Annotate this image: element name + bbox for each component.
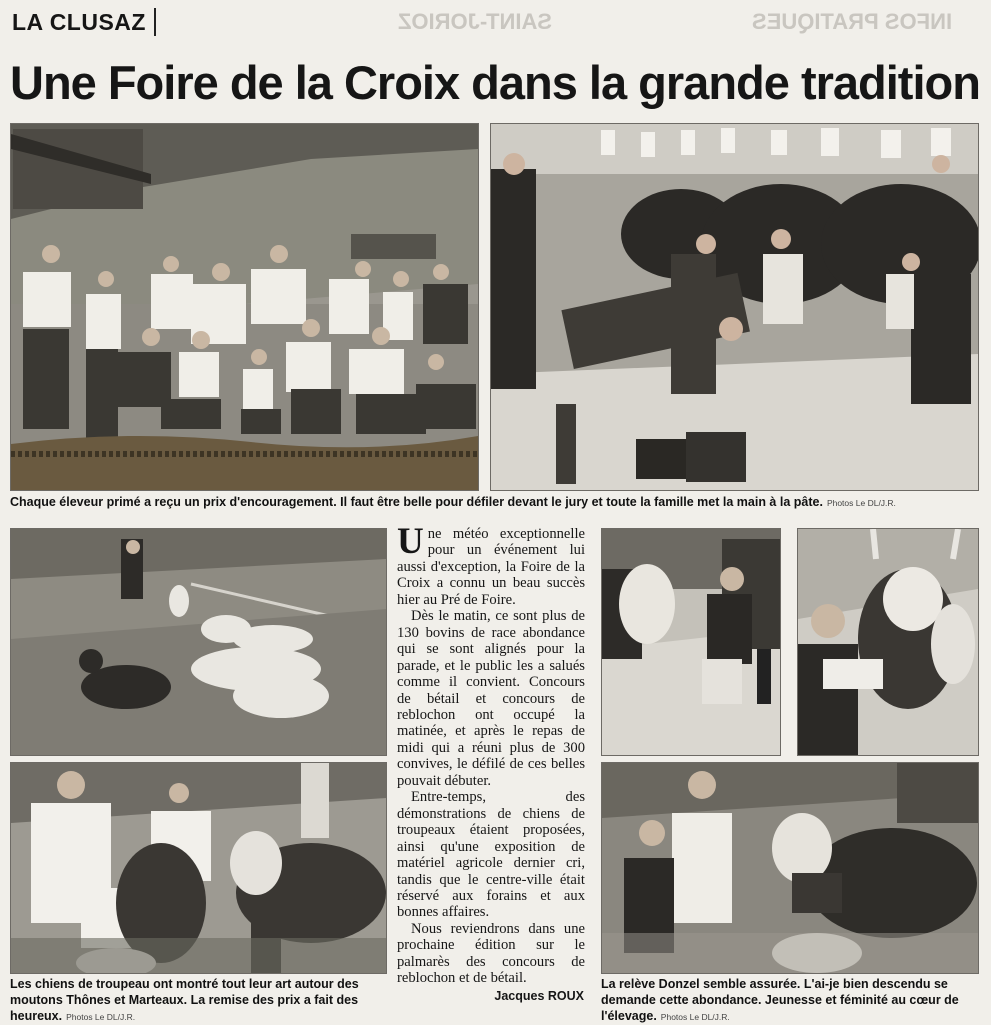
article-paragraph bbox=[397, 521, 585, 608]
grooming-photo bbox=[490, 123, 979, 491]
article-paragraph: Nous reviendrons dans une prochaine édition sur le palmarès des concours de reblochon et de bétail. bbox=[397, 920, 585, 987]
group-photo bbox=[10, 123, 479, 491]
boy-with-cow-photo-graphic bbox=[602, 529, 780, 755]
sheepdog-photo bbox=[10, 528, 387, 756]
girls-with-cow-photo-graphic bbox=[602, 763, 978, 973]
section-label: LA CLUSAZ bbox=[12, 8, 156, 36]
photo-credit: Photos Le DL/J.R. bbox=[66, 1012, 136, 1022]
caption-bottom-left bbox=[10, 976, 388, 1025]
author-byline: Jacques ROUX bbox=[494, 989, 584, 1003]
bleed-through-header: INFOS PRATIQUES bbox=[752, 9, 953, 34]
caption-bottom-right-text: La relève Donzel semble assurée. L'ai-je bien descendu se demande cette abondance. Jeunesse et féminité au cœur de l'élevage. bbox=[601, 977, 959, 1023]
article-paragraph-text: ne météo exceptionnelle pour un événement lui aussi d'exception, la Foire de la Croix a connu un beau succès hier au Pré de Foire. bbox=[397, 526, 585, 608]
caption-bottom-right bbox=[601, 976, 979, 1025]
photo-credit: Photos Le DL/J.R. bbox=[826, 498, 896, 508]
herders-cattle-photo bbox=[10, 762, 387, 974]
article-paragraph: Entre-temps, des démonstrations de chiens de troupeaux étaient proposées, ainsi qu'une exposition de matériel agricole dernier cri, tandis que le centre-ville était réservé aux forains et aux bonnes affaires. bbox=[397, 789, 585, 921]
group-photo-graphic bbox=[11, 124, 478, 490]
article-body bbox=[397, 521, 585, 987]
grooming-photo-graphic bbox=[491, 124, 978, 490]
boy-with-cow-photo bbox=[601, 528, 781, 756]
caption-top-text: Chaque éleveur primé a reçu un prix d'encouragement. Il faut être belle pour défiler devant le jury et toute la famille met la main à la pâte. bbox=[10, 495, 823, 509]
caption-bottom-left-text: Les chiens de troupeau ont montré tout leur art autour des moutons Thônes et Marteaux. La remise des prix a fait des heureux. bbox=[10, 977, 359, 1023]
drop-cap: U bbox=[397, 521, 424, 562]
article-paragraph: Dès le matin, ce sont plus de 130 bovins de race abondance qui se sont alignés pour la parade, et le public les a salués comme il convient. Concours de bétail et concours de reblochon ont occupé la matinée, et après le repas de midi qui a réuni plus de 300 convives, le défilé de ces belles pouvait débuter. bbox=[397, 608, 585, 789]
headline: Une Foire de la Croix dans la grande tradition bbox=[10, 56, 980, 109]
photo-credit: Photos Le DL/J.R. bbox=[660, 1012, 730, 1022]
girls-with-cow-photo bbox=[601, 762, 979, 974]
girl-with-calf-photo-graphic bbox=[798, 529, 978, 755]
caption-top bbox=[10, 494, 980, 511]
girl-with-calf-photo bbox=[797, 528, 979, 756]
sheepdog-photo-graphic bbox=[11, 529, 386, 755]
herders-cattle-photo-graphic bbox=[11, 763, 386, 973]
bleed-through-header: SAINT-JORIOZ bbox=[398, 9, 553, 34]
